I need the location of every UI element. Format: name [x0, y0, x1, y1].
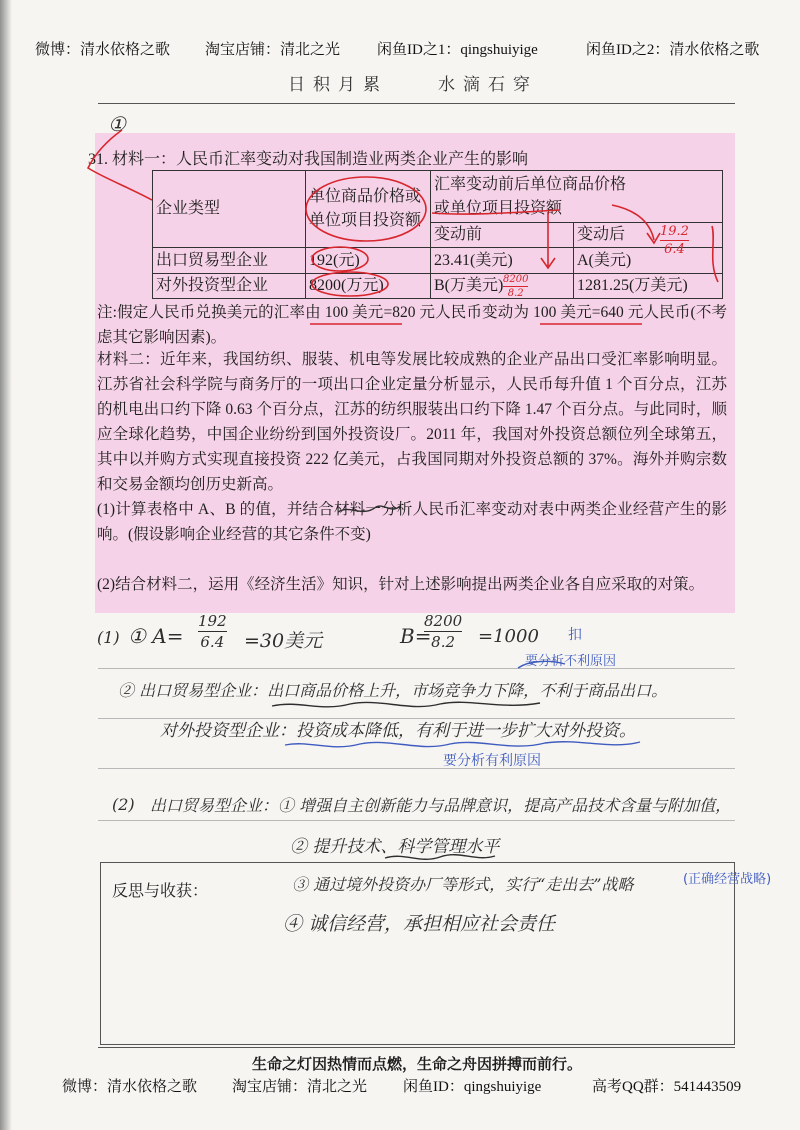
red-fraction-b-bar	[503, 286, 528, 287]
cell-price: 192(元)	[306, 248, 431, 274]
header-before: 变动前	[431, 223, 574, 248]
question-material-2: 材料二：近年来，我国纺织、服装、机电等发展比较成熟的企业产品出口受汇率影响明显。江苏省社会科学院与商务厅的一项出口企业定量分析显示，人民币每升值 1 个百分点，江苏的机电出口约下降 0.63 个百分点，江苏的纺织服装出口约下降 1.47 个百分点。与此同时，顺应全球化趋势，中国企业纷纷到国外投资设厂。2011 年，我国对外投资总额位列全球第五，其中以并购方式实现直接投资 222 亿美元，占我国同期对外投资总额的 37%。海外并购宗数和交易金额均创历史新高。	[97, 351, 727, 493]
footer-rule	[98, 1047, 735, 1048]
cell-type: 对外投资型企业	[153, 274, 306, 299]
answer-b-numerator: 8200	[424, 612, 463, 630]
header-rule	[98, 103, 735, 104]
red-fraction-a-bar	[660, 240, 689, 241]
answer-line-measure-2: ② 提升技术、科学管理水平	[290, 837, 500, 857]
header-enterprise-type: 企业类型	[153, 171, 306, 248]
teacher-note-strategy: (正确经营战略)	[683, 872, 772, 887]
footer-motto: 生命之灯因热情而点燃，生命之舟因拼搏而前行。	[252, 1057, 583, 1073]
answer-q1-label: (1)	[97, 628, 120, 647]
answer-q2-label: (2)	[112, 795, 135, 814]
cell-after: A(美元)	[574, 248, 723, 274]
answer-b-denominator: 8.2	[431, 633, 456, 651]
material-table	[152, 170, 723, 299]
answer-rule-1	[98, 668, 735, 669]
teacher-note-unfavorable: 要分析不利原因	[525, 654, 617, 669]
answer-a-result: =30美元	[244, 630, 323, 652]
blue-wavy-underline-investment	[285, 742, 640, 747]
header-weibo: 微博：清水依格之歌	[35, 42, 171, 58]
header-xianyu-id-1: 闲鱼ID之1：qingshuiyige	[377, 42, 538, 58]
answer-a-bar	[198, 631, 227, 632]
red-fraction-a-denominator: 6.4	[664, 242, 685, 257]
table-row	[153, 248, 723, 274]
answer-b-fraction	[424, 612, 462, 651]
red-fraction-b	[503, 274, 528, 299]
footer-taobao-shop: 淘宝店铺：清北之光	[232, 1079, 368, 1095]
answer-line-measure-1: 出口贸易型企业：① 增强自主创新能力与品牌意识，提高产品技术含量与附加值，	[150, 796, 732, 815]
answer-b-label: B=	[400, 624, 432, 648]
header-xianyu-id-2: 闲鱼ID之2：清水依格之歌	[586, 42, 760, 58]
header-exchange-change	[431, 171, 723, 223]
answer-a-fraction	[198, 612, 227, 651]
cell-before: B(万美元)	[431, 274, 574, 299]
answer-a-denominator: 6.4	[200, 633, 225, 651]
cell-price: 8200(万元)	[306, 274, 431, 299]
answer-a-numerator: 192	[198, 612, 227, 630]
red-fraction-a	[660, 224, 689, 257]
answer-rule-3	[98, 768, 735, 769]
pencil-wavy-underline-export	[272, 702, 540, 707]
question-part-2: (2)结合材料二，运用《经济生活》知识，针对上述影响提出两类企业各自应采取的对策。	[97, 576, 705, 593]
question-part-1: (1)计算表格中 A、B 的值，并结合材料一分析人民币汇率变动对表中两类企业经营产生的影响。(假设影响企业经营的其它条件不变)	[97, 501, 727, 543]
red-fraction-a-numerator: 19.2	[660, 224, 689, 239]
answer-a-label: ① A=	[128, 624, 184, 648]
answer-line-measure-3: ③ 通过境外投资办厂等形式，实行“走出去”战略	[292, 875, 634, 894]
question-note: 注:假定人民币兑换美元的汇率由 100 美元=820 元人民币变动为 100 美元=640 元人民币(不考虑其它影响因素)。	[97, 304, 727, 346]
red-fraction-b-denominator: 8.2	[507, 288, 524, 299]
scan-shadow	[0, 0, 12, 1130]
answer-line-investment-impact: 对外投资型企业：投资成本降低，有利于进一步扩大对外投资。	[160, 721, 636, 741]
footer-qq-group: 高考QQ群：541443509	[592, 1079, 742, 1095]
table-row	[153, 274, 723, 299]
hand-question-mark: ①	[108, 112, 126, 136]
cell-type: 出口贸易型企业	[153, 248, 306, 274]
header-after: 变动后	[574, 223, 723, 248]
footer-xianyu-id: 闲鱼ID：qingshuiyige	[403, 1079, 542, 1095]
red-fraction-b-numerator: 8200	[503, 274, 529, 285]
cell-before: 23.41(美元)	[431, 248, 574, 274]
header-exchange-change-text: 汇率变动前后单位商品价格或单位项目投资额	[434, 175, 627, 217]
cell-after: 1281.25(万美元)	[574, 274, 723, 299]
answer-b-bar	[424, 631, 462, 632]
reflection-label: 反思与收获：	[112, 883, 209, 900]
header-motto: 日积月累 水滴石穿	[288, 75, 538, 94]
question-title: 31. 材料一：人民币汇率变动对我国制造业两类企业产生的影响	[88, 151, 529, 168]
footer-weibo: 微博：清水依格之歌	[62, 1079, 198, 1095]
header-unit-price: 单位商品价格或单位项目投资额	[306, 171, 431, 248]
answer-line-export-impact: ② 出口贸易型企业：出口商品价格上升，市场竞争力下降，不利于商品出口。	[118, 681, 668, 700]
table-header-row	[153, 171, 723, 223]
answer-line-measure-4: ④ 诚信经营，承担相应社会责任	[283, 913, 556, 935]
answer-rule-4	[98, 820, 735, 821]
teacher-deduct-mark: 扣	[568, 627, 582, 643]
teacher-note-favorable: 要分析有利原因	[443, 753, 541, 769]
answer-b-result: =1000	[478, 626, 539, 647]
header-taobao-shop: 淘宝店铺：清北之光	[205, 42, 341, 58]
